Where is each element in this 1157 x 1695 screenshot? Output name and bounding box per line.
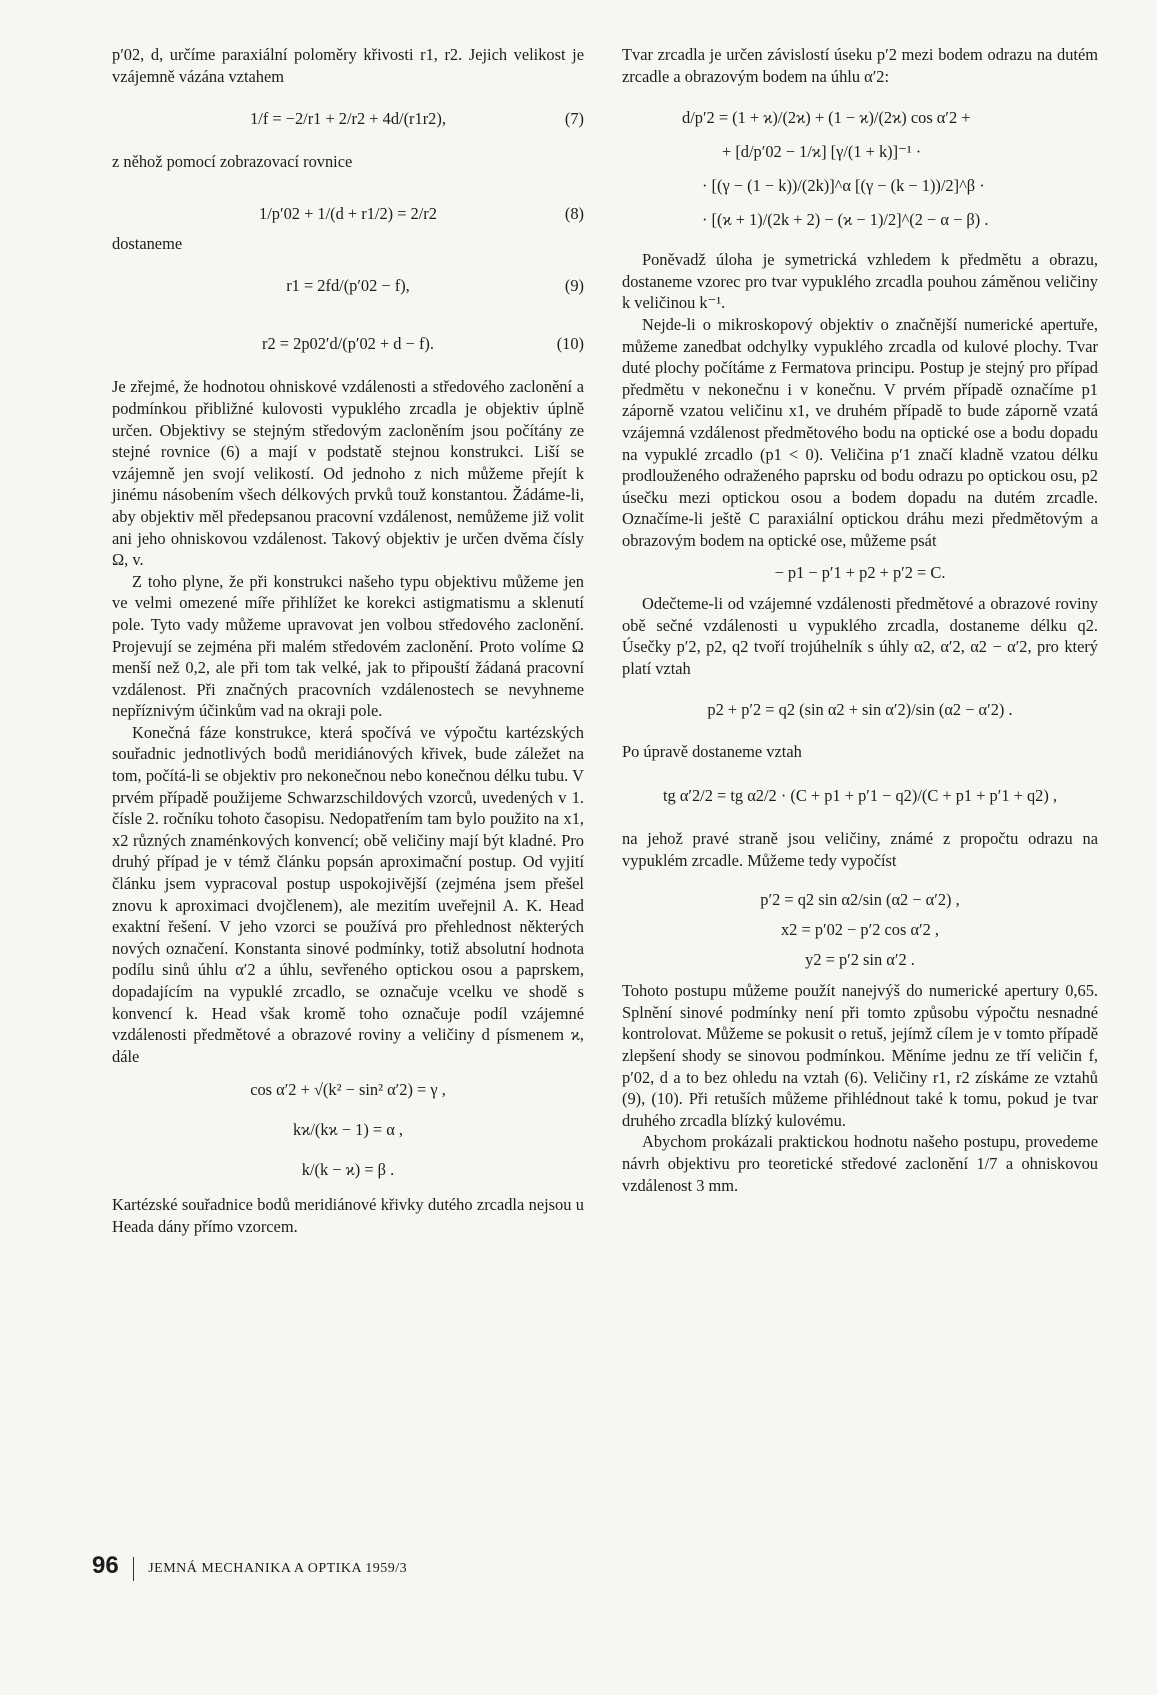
equation-8-number: (8) — [564, 203, 584, 223]
journal-name: JEMNÁ MECHANIKA A OPTIKA 1959/3 — [148, 1561, 408, 1577]
shape-equation-line-1: d/p′2 = (1 + ϰ)/(2ϰ) + (1 − ϰ)/(2ϰ) cos α′2 + — [682, 108, 971, 128]
equation-10 — [112, 318, 584, 370]
right-paragraph-2: Poněvadž úloha je symetrická vzhledem k předmětu a obrazu, dostaneme vzorec pro tvar vypuklého zrcadla pouhou záměnou veličiny k veličinou k⁻¹. — [622, 250, 1098, 313]
shape-equation-line-2: + [d/p′02 − 1/ϰ] [γ/(1 + k)]⁻¹ · — [722, 142, 922, 162]
shape-equation-line-4: · [(ϰ + 1)/(2k + 2) − (ϰ − 1)/2]^(2 − α − β) . — [702, 210, 989, 230]
equation-10-number: (10) — [556, 334, 584, 354]
equation-x2: x2 = p′02 − p′2 cos α′2 , — [780, 920, 940, 940]
paragraph-2: Z toho plyne, že při konstrukci našeho typu objektivu můžeme jen ve velmi omezené míře přihlížet ke korekci astigmatismu a sklenutí pole. Tyto vady můžeme upravovat jen volbou středového zaclonění. Projevují se zejména při malém středovém zaclonění. Proto volíme Ω menší než 0,2, ale při tom tak velké, jak to připouští žádaná pracovní vzdálenost. Při značných pracovních vzdálenostech se nevyhneme nepříznivým účinkům vad na okraji pole. — [112, 571, 584, 721]
equation-7 — [112, 93, 584, 145]
right-column — [622, 44, 1098, 1196]
paragraph-8-fraction: 1/7 — [976, 1153, 998, 1173]
footer-divider — [133, 1557, 134, 1581]
page-footer — [92, 1552, 407, 1581]
equation-gamma: cos α′2 + √(k² − sin² α′2) = γ , — [250, 1080, 446, 1100]
right-paragraph-5: Po úpravě dostaneme vztah — [622, 742, 802, 762]
equation-9-number: (9) — [564, 276, 584, 296]
page-number: 96 — [92, 1552, 119, 1579]
dostaneme-text: dostaneme — [112, 233, 183, 253]
equation-C: − p1 − p′1 + p2 + p′2 = C. — [774, 562, 946, 582]
right-paragraph-4: Odečteme-li od vzájemné vzdálenosti předmětové a obrazové roviny obě sečné vzdálenosti u vypuklého zrcadla, dostaneme délku q2. Úsečky p′2, p2, q2 tvoří trojúhelník s úhly α2, α′2, α2 − α′2, pro který platí vztah — [622, 594, 1098, 678]
equation-p2: p′2 = q2 sin α2/sin (α2 − α′2) , — [760, 890, 960, 910]
equation-7-number: (7) — [564, 109, 584, 129]
equation-tangent: tg α′2/2 = tg α2/2 · (C + p1 + p′1 − q2)/(C + p1 + p′1 + q2) , — [662, 785, 1058, 805]
after-7-text: z něhož pomocí zobrazovací rovnice — [112, 152, 353, 172]
shape-equation — [682, 101, 1098, 237]
equation-sine: p2 + p′2 = q2 (sin α2 + sin α′2)/sin (α2 − α′2) . — [707, 700, 1013, 720]
right-paragraph-6: na jehož pravé straně jsou veličiny, známé z propočtu odrazu na vypuklém zrcadle. Můžeme tedy vypočíst — [622, 829, 1098, 870]
equation-8 — [112, 179, 584, 249]
shape-equation-line-3: · [(γ − (1 − k))/(2k)]^α [(γ − (k − 1))/2]^β · — [702, 176, 985, 196]
equation-9-body: r1 = 2fd/(p′02 − f), — [286, 276, 410, 296]
equation-9 — [112, 260, 584, 312]
equation-y2: y2 = p′2 sin α′2 . — [805, 949, 915, 969]
right-paragraph-8 — [622, 1131, 1098, 1196]
equation-10-body: r2 = 2p02′d/(p′02 + d − f). — [262, 334, 434, 354]
paragraph-8-start: Abychom prokázali praktickou hodnotu našeho postupu, provedeme návrh objektivu pro teoretické středové zaclonění — [622, 1132, 1098, 1173]
equation-7-body: 1/f = −2/r1 + 2/r2 + 4d/(r1r2), — [250, 109, 446, 129]
right-paragraph-3: Nejde-li o mikroskopový objektiv o značnější numerické apertuře, můžeme zanedbat odchylky vypuklého zrcadla od kulové plochy. Tvar duté plochy počítáme z Fermatova principu. Postup je stejný pro případ předmětu v nekonečnu i v konečnu. V prvém případě označíme p1 záporně vzatou veličinu x1, ve druhém případě to bude záporně vzatá vzájemná vzdálenost předmětového bodu na optické ose a bodu dopadu na vypuklé zrcadlo (p1 < 0). Veličina p′1 značí kladně vzatou délku prodlouženého odraženého paprsku od bodu odrazu po optickou osu, p2 úsečku mezi optickou osou a bodem dopadu na dutém zrcadle. Označíme-li ještě C paraxiální optickou dráhu mezi předmětovým a obrazovým bodem na optické ose, můžeme psát — [622, 314, 1098, 550]
right-paragraph-7: Tohoto postupu můžeme použít nanejvýš do numerické apertury 0,65. Splnění sinové podmínky není při tomto způsobu výpočtu nesnadné kontrolovat. Můžeme se pokusit o retuš, jejímž cílem je v tomto případě zlepšení shody se sinovou podmínkou. Měníme jednu ze tří veličin f, p′02, d a to bez ohledu na vztah (6). Veličiny r1, r2 získáme ze vztahů (9), (10). Při retuších můžeme přihlédnout také k tomu, pokud je tvar druhého zrcadla blízký kulovému. — [622, 981, 1098, 1130]
paragraph-4: Kartézské souřadnice bodů meridiánové křivky dutého zrcadla nejsou u Heada dány přímo vzorcem. — [112, 1195, 584, 1236]
intro-paragraph: p′02, d, určíme paraxiální poloměry křivosti r1, r2. Jejich velikost je vzájemně vázána vztahem — [112, 45, 584, 86]
equation-alpha: kϰ/(kϰ − 1) = α , — [292, 1119, 404, 1139]
equation-8-body: 1/p′02 + 1/(d + r1/2) = 2/r2 — [259, 203, 437, 223]
paragraph-1: Je zřejmé, že hodnotou ohniskové vzdálenosti a středového zaclonění a podmínkou přibližné kulovosti vypuklého zrcadla je objektiv úplně určen. Objektivy se stejným středovým zacloněním jsou počítány ze stejné rovnice (6) a mají v podstatě stejnou konstrukci. Liší se vzájemně jen svojí velikostí. Od jednoho z nich můžeme přejít k jinému násobením všech délkových prvků touž konstantou. Žádáme-li, aby objektiv měl předepsanou pracovní vzdálenost, nemůžeme již volit ani jeho ohniskovou vzdálenost. Takový objektiv je určen dvěma čísly Ω, v. — [112, 377, 584, 570]
paragraph-3: Konečná fáze konstrukce, která spočívá ve výpočtu kartézských souřadnic jednotlivých bodů meridiánových křivek, bude záležet na tom, počítá-li se objektiv pro nekonečnou nebo konečnou délku tubu. V prvém případě použijeme Schwarzschildových vzorců, uvedených v 1. čísle 2. ročníku tohoto časopisu. Nedopatřením tam bylo použito na x1, x2 různých znaménkových konvencí; obě veličiny mají být kladné. Pro druhý případ je v témž článku popsán aproximační postup. Od vyjití článku jsem vypracoval postup uspokojivější (zejména jsem přešel znovu k aproximaci dvojčlenem), ale mezitím uveřejnil A. K. Head exaktní řešení. V jeho vzorci se používá pro přehlednost některých nových označení. Konstanta sinové podmínky, totiž absolutní hodnota podílu sinů úhlu α′2 a úhlu, sevřeného optickou osou a paprskem, dopadajícím na vypuklé zrcadlo, se označuje vcelku ve shodě s konvencí k. Head však kromě toho označuje podíl vzájemné vzdálenosti předmětové a obrazové roviny a veličiny d písmenem ϰ, dále — [112, 722, 584, 1066]
right-paragraph-1: Tvar zrcadla je určen závislostí úseku p′2 mezi bodem odrazu na dutém zrcadle a obrazovým bodem na úhlu α′2: — [622, 45, 1098, 86]
equation-beta: k/(k − ϰ) = β . — [301, 1159, 395, 1179]
paragraph-8-end: a ohniskovou vzdálenost 3 mm. — [622, 1153, 1098, 1195]
left-column — [112, 44, 584, 1237]
